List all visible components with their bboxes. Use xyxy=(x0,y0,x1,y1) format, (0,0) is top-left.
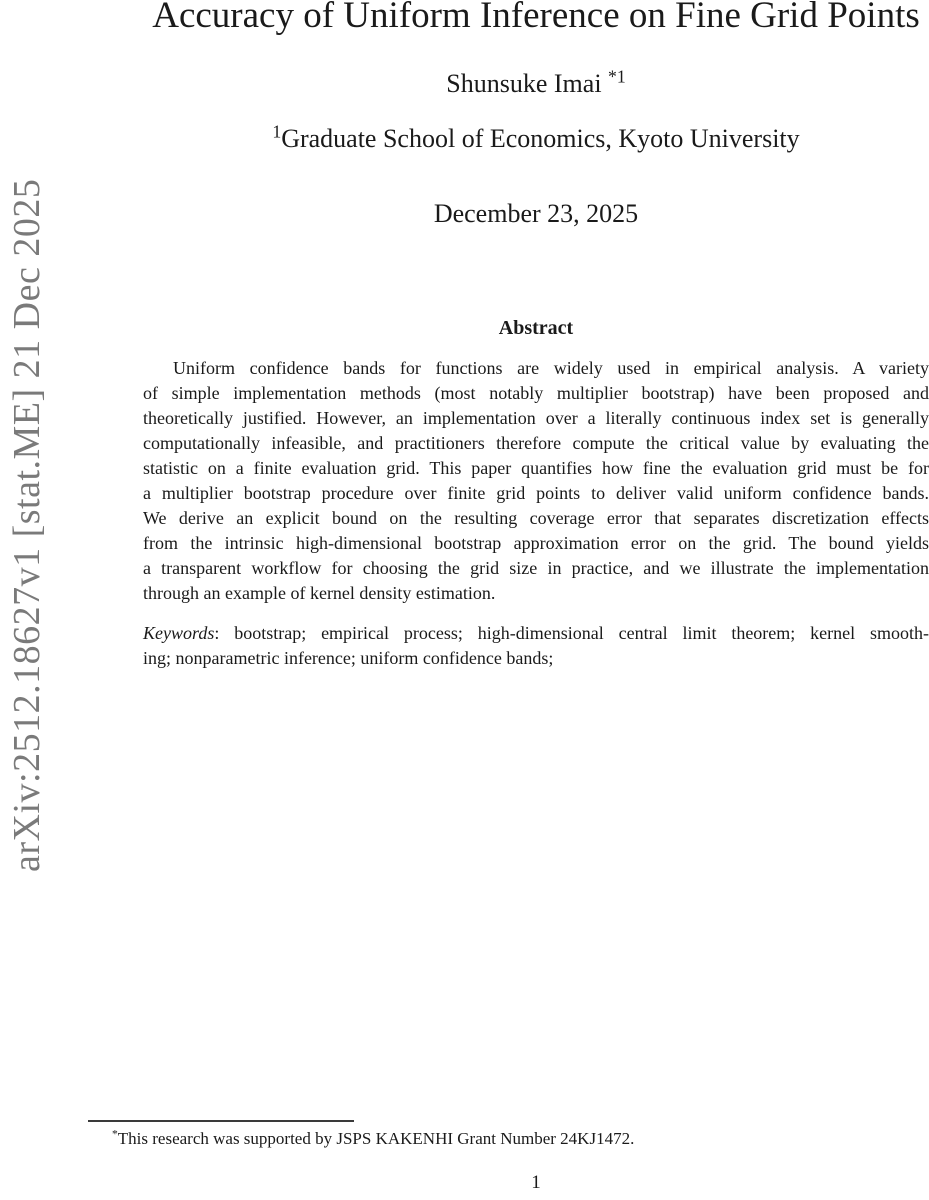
footnote-text: This research was supported by JSPS KAKENHI Grant Number 24KJ1472. xyxy=(117,1129,635,1148)
abstract-line: statistic on a finite evaluation grid. This paper quantifies how fine the evaluation grid must be for xyxy=(143,458,929,478)
abstract-line: from the intrinsic high-dimensional bootstrap approximation error on the grid. The bound yields xyxy=(143,533,929,553)
abstract-line: Uniform confidence bands for functions are widely used in empirical analysis. A variety xyxy=(173,358,929,378)
paper-date: December 23, 2025 xyxy=(433,199,639,228)
abstract-line: through an example of kernel density estimation. xyxy=(143,583,496,603)
author-line xyxy=(143,66,929,99)
footnote-marker: * xyxy=(112,1127,118,1141)
thanks-footnote xyxy=(88,1128,888,1150)
abstract-heading: Abstract xyxy=(498,317,574,339)
keywords-line: ing; nonparametric inference; uniform confidence bands; xyxy=(143,648,554,668)
author-name: Shunsuke Imai xyxy=(446,69,609,98)
abstract-line: computationally infeasible, and practitioners therefore compute the critical value by evaluating the xyxy=(143,433,929,453)
affiliation-marker: 1 xyxy=(272,121,282,142)
keywords-line xyxy=(143,621,929,646)
abstract-line: We derive an explicit bound on the resulting coverage error that separates discretization effects xyxy=(143,508,929,528)
affiliation-text: Graduate School of Economics, Kyoto University xyxy=(281,124,800,153)
affiliation-line xyxy=(143,121,929,154)
abstract-line: theoretically justified. However, an implementation over a literally continuous index set is generally xyxy=(143,408,929,428)
abstract-body xyxy=(143,356,929,606)
paper-title: Accuracy of Uniform Inference on Fine Grid Points xyxy=(152,0,920,36)
abstract-line: a transparent workflow for choosing the grid size in practice, and we illustrate the implementation xyxy=(143,558,929,578)
keywords-block xyxy=(143,621,929,671)
keywords-text: : bootstrap; empirical process; high-dimensional central limit theorem; kernel smooth- xyxy=(214,623,929,643)
page-number: 1 xyxy=(531,1172,541,1193)
author-footnote-marker: *1 xyxy=(608,66,626,87)
keywords-label: Keywords xyxy=(143,623,215,643)
abstract-line: of simple implementation methods (most notably multiplier bootstrap) have been proposed and xyxy=(143,383,929,403)
footnote-rule xyxy=(88,1120,354,1122)
arxiv-watermark: arXiv:2512.18627v1 [stat.ME] 21 Dec 2025 xyxy=(6,178,48,872)
abstract-line: a multiplier bootstrap procedure over finite grid points to deliver valid uniform confidence bands. xyxy=(143,483,929,503)
